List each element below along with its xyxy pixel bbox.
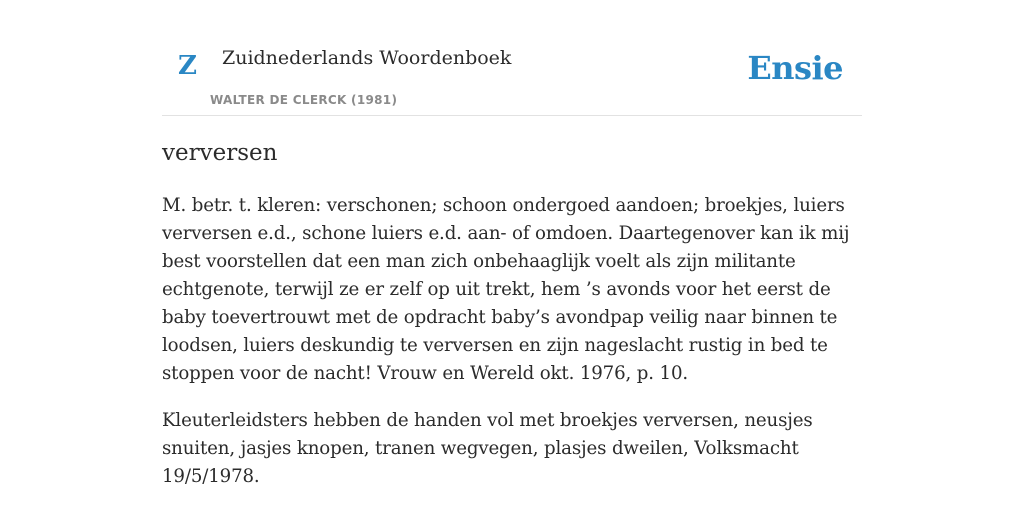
entry-definition xyxy=(162,192,862,510)
source-header xyxy=(162,40,862,116)
ensie-logo-link[interactable]: Ensie xyxy=(747,49,843,87)
book-title[interactable]: Zuidnederlands Woordenboek xyxy=(222,47,512,69)
book-author: WALTER DE CLERCK (1981) xyxy=(210,93,398,107)
entry-headword: verversen xyxy=(162,140,278,166)
definition-paragraph: M. betr. t. kleren: verschonen; schoon ondergoed aandoen; broekjes, luiers verversen e.d., schone luiers e.d. aan- of omdoen. Daartegenover kan ik mij best voorstellen dat een man zich onbehaaglijk voelt als zijn militante echtgenote, terwijl ze er zelf op uit trekt, hem ’s avonds voor het eerst de baby toevertrouwt met de opdracht baby’s avondpap veilig naar binnen te loodsen, luiers deskundig te verversen en zijn nageslacht rustig in bed te stoppen voor de nacht! Vrouw en Wereld okt. 1976, p. 10. xyxy=(162,195,850,384)
definition-paragraph: Kleuterleidsters hebben de handen vol met broekjes verversen, neusjes snuiten, jasjes knopen, tranen wegvegen, plasjes dweilen, Volksmacht 19/5/1978. xyxy=(162,410,813,487)
book-letter-icon[interactable]: Z xyxy=(178,51,197,81)
